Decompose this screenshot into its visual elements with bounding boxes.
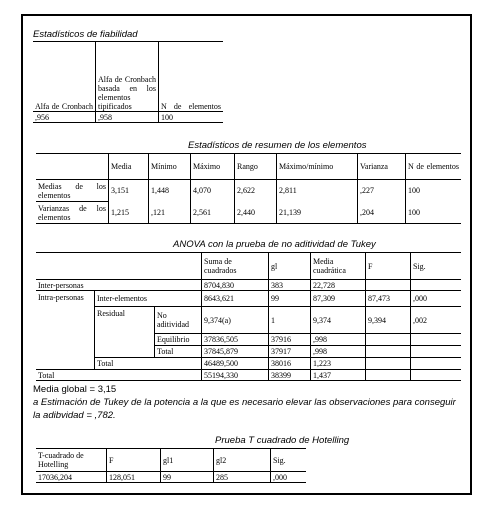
t3-row-label: Residual [95, 307, 155, 358]
t3-cell [366, 334, 411, 346]
footnote-a: a Estimación de Tukey de la potencia a la que es necesario elevar las observaciones para conseguir la adibvidad = ,782. [33, 397, 456, 421]
t3-cell: 87,473 [366, 291, 411, 307]
t3-header-suma: Suma de cuadrados [202, 253, 269, 280]
t4-cell: 128,051 [107, 472, 161, 483]
t3-cell: 22,728 [311, 280, 366, 291]
t3-row-label: Intra-personas [36, 291, 95, 370]
t3-cell: 9,394 [366, 307, 411, 334]
t2-cell: 2,811 [277, 180, 358, 202]
t3-cell: ,998 [311, 346, 366, 358]
t3-cell: 8643,621 [202, 291, 269, 307]
t3-row-label: Inter-elementos [95, 291, 202, 307]
t3-row-label: No aditividad [155, 307, 202, 334]
t3-header-media-cuad: Media cuadrática [311, 253, 366, 280]
t4-header-sig: Sig. [271, 449, 307, 472]
t3-cell: 37917 [269, 346, 311, 358]
t3-cell: 383 [269, 280, 311, 291]
t2-row-label: Varianzas de los elementos [36, 202, 109, 224]
t2-cell: 2,440 [235, 202, 277, 224]
t1-header-alpha: Alfa de Cronbach [33, 42, 96, 112]
t3-cell [411, 358, 462, 370]
t3-cell: ,998 [311, 334, 366, 346]
t3-header-gl: gl [269, 253, 311, 280]
t2-cell: 21,139 [277, 202, 358, 224]
t2-header-n: N de elementos [406, 154, 462, 180]
t4-cell: ,000 [271, 472, 307, 483]
t1-title: Estadísticos de fiabilidad [33, 29, 138, 40]
t3-cell [366, 358, 411, 370]
t3-header-f: F [366, 253, 411, 280]
t3-cell [411, 370, 462, 381]
t3-cell: 9,374 [311, 307, 366, 334]
t2-cell: 2,622 [235, 180, 277, 202]
t1-header-alpha-std: Alfa de Cronbach basada en los elementos tipificados [96, 42, 159, 112]
t4-header-tcuad: T-cuadrado de Hotelling [36, 449, 107, 472]
t3-row-label: Total [36, 370, 202, 381]
t1-alpha-value: ,956 [33, 112, 96, 123]
t3-row-label: Total [95, 358, 202, 370]
t2-row-label: Medias de los elementos [36, 180, 109, 202]
t3-cell: ,002 [411, 307, 462, 334]
t3-title: ANOVA con la prueba de no aditividad de Tukey [173, 239, 376, 250]
t2-header-maximo: Máximo [191, 154, 235, 180]
t3-corner [36, 253, 202, 280]
t4-cell: 99 [161, 472, 214, 483]
t2-header-media: Media [109, 154, 149, 180]
t2-cell: 2,561 [191, 202, 235, 224]
t3-cell: 99 [269, 291, 311, 307]
t4-cell: 17036,204 [36, 472, 107, 483]
t2-cell: 1,215 [109, 202, 149, 224]
t4-title: Prueba T cuadrado de Hotelling [215, 435, 350, 446]
t3-anova-table [36, 252, 461, 381]
t3-cell: 38399 [269, 370, 311, 381]
t3-header-sig: Sig. [411, 253, 462, 280]
t2-corner [36, 154, 109, 180]
t3-cell: 1 [269, 307, 311, 334]
t3-cell [366, 280, 411, 291]
t3-cell: 1,223 [311, 358, 366, 370]
t3-cell: 8704,830 [202, 280, 269, 291]
t2-cell: 100 [406, 202, 462, 224]
t4-header-f: F [107, 449, 161, 472]
t2-cell: 100 [408, 186, 420, 196]
t3-cell: 87,309 [311, 291, 366, 307]
t3-cell [366, 370, 411, 381]
t3-cell: 37836,505 [202, 334, 269, 346]
t1-reliability-table [33, 41, 223, 123]
t3-cell: 37845,879 [202, 346, 269, 358]
t1-header-n: N de elementos [159, 42, 224, 112]
t3-cell [411, 346, 462, 358]
t3-row-label: Equilibrio [155, 334, 202, 346]
t3-cell: 1,437 [311, 370, 366, 381]
t2-cell: 1,448 [149, 180, 191, 202]
t3-row-label: Total [155, 346, 202, 358]
t3-cell: 9,374(a) [202, 307, 269, 334]
t4-header-gl1: gl1 [161, 449, 214, 472]
t3-cell: 55194,330 [202, 370, 269, 381]
t3-cell: 38016 [269, 358, 311, 370]
t3-row-label: Inter-personas [36, 280, 202, 291]
t1-n-value: 100 [159, 112, 224, 123]
t2-summary-table [36, 153, 461, 224]
t3-cell: 46489,500 [202, 358, 269, 370]
t2-header-minimo: Mínimo [149, 154, 191, 180]
t3-cell: 37916 [269, 334, 311, 346]
media-global: Media global = 3,15 [33, 384, 117, 395]
t2-header-varianza: Varianza [358, 154, 406, 180]
t3-cell [411, 334, 462, 346]
t4-header-gl2: gl2 [214, 449, 271, 472]
t2-cell: ,204 [358, 202, 406, 224]
t3-cell [411, 280, 462, 291]
t2-cell: ,227 [358, 180, 406, 202]
t3-cell [366, 346, 411, 358]
t2-header-max-min: Máximo/mínimo [277, 154, 358, 180]
t4-cell: 285 [214, 472, 271, 483]
t2-header-rango: Rango [235, 154, 277, 180]
t1-alpha-std-value: ,958 [96, 112, 159, 123]
t2-cell: 4,070 [191, 180, 235, 202]
t2-cell: 3,151 [109, 180, 149, 202]
t2-title: Estadísticos de resumen de los elementos [188, 140, 367, 151]
t4-hotelling-table [36, 448, 306, 483]
t3-cell: ,000 [411, 291, 462, 307]
t2-cell: ,121 [149, 202, 191, 224]
